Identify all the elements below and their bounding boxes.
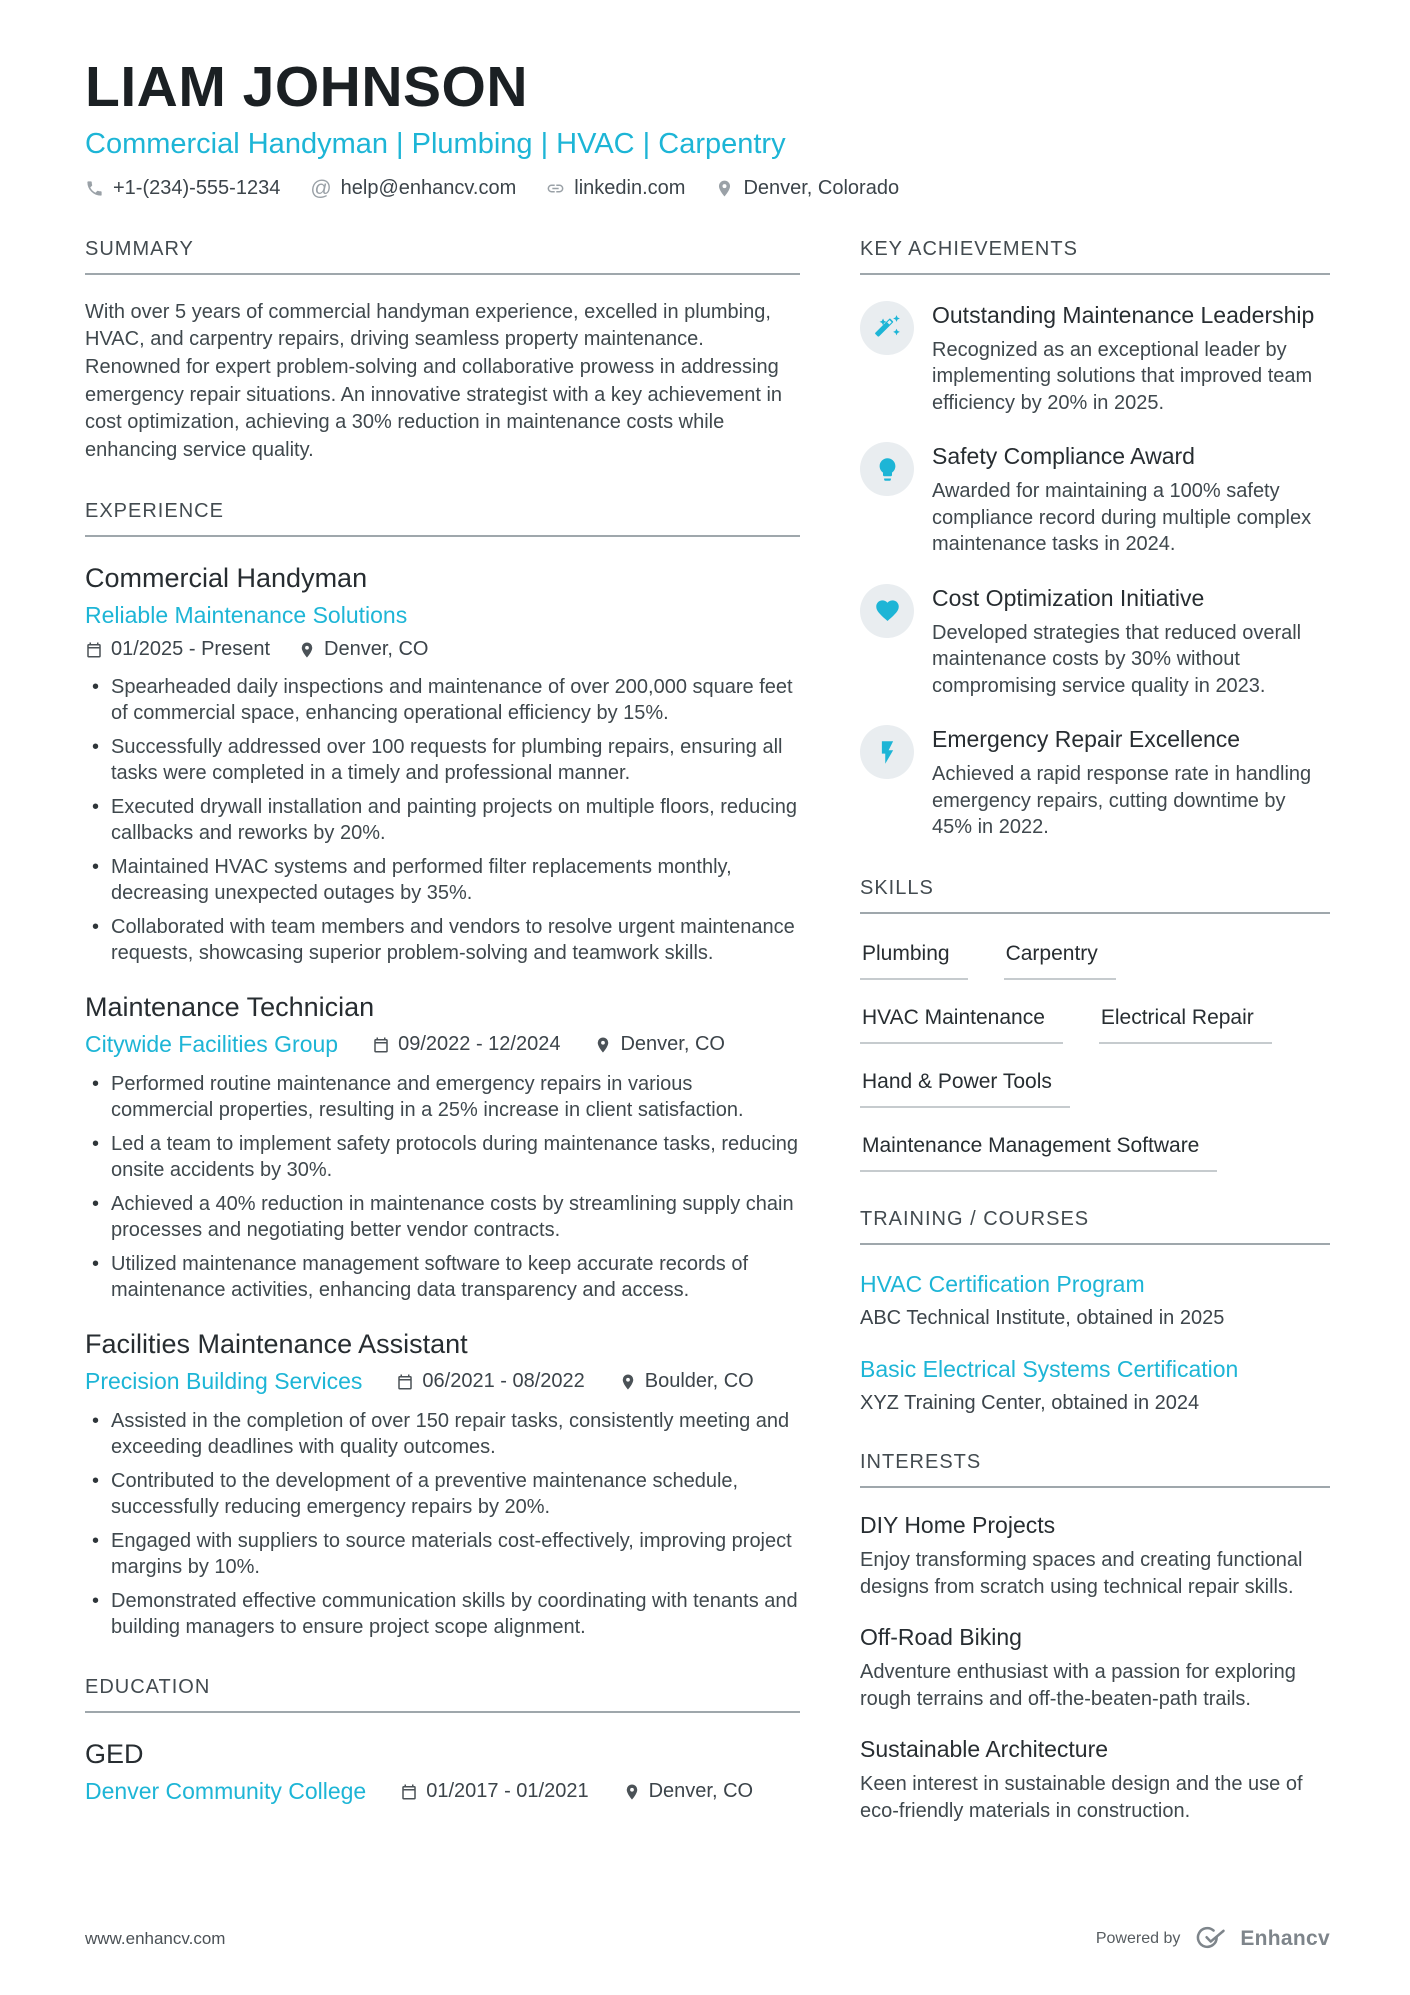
job-title: Commercial Handyman	[85, 563, 368, 594]
powered-by-label: Powered by	[1095, 1929, 1181, 1947]
location-pin-icon	[619, 1373, 637, 1391]
achievement-icon-wrap	[860, 442, 914, 496]
job-entry	[85, 1329, 800, 1640]
calendar-icon	[85, 641, 103, 659]
job-bullet: • Maintained HVAC systems and performed filter replacements monthly, decreasing unexpected outages by 35%.	[85, 854, 800, 906]
job-subrow	[85, 1368, 800, 1395]
job-subrow	[85, 1031, 800, 1058]
contact-phone[interactable]	[85, 177, 280, 200]
achievement-text: Achieved a rapid response rate in handling emergency repairs, cutting downtime by 45% in 2022.	[932, 763, 1312, 839]
job-dates	[372, 1033, 560, 1056]
location-pin-icon	[623, 1783, 641, 1801]
contact-email-value: help@enhancv.com	[340, 176, 517, 199]
job-bullets	[85, 1071, 800, 1303]
job-title: Maintenance Technician	[85, 992, 375, 1023]
course-item	[860, 1356, 1330, 1415]
summary-text: With over 5 years of commercial handyman experience, excelled in plumbing, HVAC, and carpentry repairs, driving seamless property maintenance. Renowned for expert problem-solving and collaborative prowess in addressing emergency repair situations. An innovative strategist with a key achievement in cost optimization, achieving a 30% reduction in maintenance costs while enhancing service quality.	[85, 300, 783, 461]
right-column	[860, 238, 1330, 1861]
link-icon	[546, 179, 565, 198]
achievement-icon-wrap	[860, 584, 914, 638]
interests-heading: INTERESTS	[860, 1451, 1330, 1488]
interest-title: Off-Road Biking	[860, 1624, 1022, 1651]
lightbulb-icon	[874, 456, 901, 483]
resume-header	[85, 55, 1330, 200]
achievement-text: Recognized as an exceptional leader by implementing solutions that improved team efficiency by 20% in 2025.	[932, 338, 1313, 414]
job-bullet: • Utilized maintenance management software to keep accurate records of maintenance activities, enhancing data transparency and access.	[85, 1251, 800, 1303]
achievement-item	[860, 584, 1330, 700]
achievement-icon-wrap	[860, 725, 914, 779]
job-location-value: Boulder, CO	[644, 1370, 754, 1393]
interest-title: DIY Home Projects	[860, 1511, 1056, 1538]
phone-icon	[85, 179, 104, 198]
job-meta-row	[85, 638, 800, 661]
candidate-headline: Commercial Handyman | Plumbing | HVAC | Carpentry	[85, 127, 786, 160]
location-pin-icon	[298, 641, 316, 659]
powered-by	[1096, 1926, 1330, 1951]
contact-row	[85, 177, 1330, 200]
job-location	[619, 1370, 754, 1393]
job-bullet: • Contributed to the development of a preventive maintenance schedule, successfully reducing emergency repairs by 20%.	[85, 1468, 800, 1520]
skill-item: Plumbing	[860, 942, 968, 980]
contact-link[interactable]	[546, 177, 685, 200]
experience-section	[85, 500, 800, 1640]
education-subrow	[85, 1778, 800, 1805]
training-heading: TRAINING / COURSES	[860, 1208, 1330, 1245]
skill-item: Hand & Power Tools	[860, 1070, 1070, 1108]
interest-text: Keen interest in sustainable design and the use of eco-friendly materials in construction.	[860, 1773, 1303, 1822]
job-bullet: • Assisted in the completion of over 150 repair tasks, consistently meeting and exceeding deadlines with quality outcomes.	[85, 1408, 800, 1460]
job-bullet: • Executed drywall installation and painting projects on multiple floors, reducing callbacks and reworks by 20%.	[85, 794, 800, 846]
summary-heading: SUMMARY	[85, 238, 800, 275]
achievement-title: Safety Compliance Award	[932, 443, 1195, 470]
job-bullets	[85, 674, 800, 966]
education-location	[623, 1780, 753, 1803]
job-bullet: • Spearheaded daily inspections and maintenance of over 200,000 square feet of commercial space, enhancing operational efficiency by 15%.	[85, 674, 800, 726]
resume-columns	[85, 238, 1330, 1861]
job-bullet: • Demonstrated effective communication skills by coordinating with tenants and building managers to ensure project scope alignment.	[85, 1588, 800, 1640]
course-item	[860, 1271, 1330, 1330]
achievement-title: Emergency Repair Excellence	[932, 726, 1241, 753]
wand-icon	[874, 314, 901, 341]
job-dates-value: 01/2025 - Present	[111, 638, 270, 661]
job-bullet: • Collaborated with team members and vendors to resolve urgent maintenance requests, showcasing superior problem-solving and teamwork skills.	[85, 914, 800, 966]
page-footer	[85, 1896, 1330, 1951]
achievement-body	[932, 301, 1330, 417]
job-company: Citywide Facilities Group	[85, 1031, 339, 1058]
achievement-item	[860, 442, 1330, 558]
footer-website-link[interactable]: www.enhancv.com	[85, 1928, 226, 1948]
achievement-body	[932, 442, 1330, 558]
interest-item	[860, 1624, 1330, 1712]
location-pin-icon	[594, 1036, 612, 1054]
job-bullet: • Performed routine maintenance and emergency repairs in various commercial properties, resulting in a 25% increase in client satisfaction.	[85, 1071, 800, 1123]
job-bullet: • Engaged with suppliers to source materials cost-effectively, improving project margins by 10%.	[85, 1528, 800, 1580]
contact-location	[715, 177, 899, 200]
achievements-section	[860, 238, 1330, 841]
skills-list	[860, 942, 1330, 1172]
achievement-body	[932, 725, 1330, 841]
interest-text: Enjoy transforming spaces and creating functional designs from scratch using technical repair skills.	[860, 1548, 1303, 1598]
contact-phone-value: +1-(234)-555-1234	[113, 176, 281, 199]
job-bullets	[85, 1408, 800, 1640]
job-title: Facilities Maintenance Assistant	[85, 1329, 468, 1360]
experience-heading: EXPERIENCE	[85, 500, 800, 537]
skills-section	[860, 877, 1330, 1172]
job-dates-value: 06/2021 - 08/2022	[422, 1370, 585, 1393]
course-title: Basic Electrical Systems Certification	[860, 1355, 1239, 1382]
skill-item: Electrical Repair	[1099, 1006, 1272, 1044]
location-pin-icon	[715, 179, 734, 198]
job-location-value: Denver, CO	[620, 1033, 725, 1056]
interest-title: Sustainable Architecture	[860, 1736, 1109, 1763]
skills-heading: SKILLS	[860, 877, 1330, 914]
calendar-icon	[396, 1373, 414, 1391]
bolt-icon	[874, 739, 901, 766]
achievement-title: Cost Optimization Initiative	[932, 584, 1205, 611]
heart-icon	[874, 597, 901, 624]
summary-section	[85, 238, 800, 465]
job-bullet: • Successfully addressed over 100 requests for plumbing repairs, ensuring all tasks were completed in a timely and professional manner.	[85, 734, 800, 786]
achievement-icon-wrap	[860, 301, 914, 355]
achievement-title: Outstanding Maintenance Leadership	[932, 301, 1315, 328]
contact-location-value: Denver, Colorado	[743, 176, 900, 199]
job-dates-value: 09/2022 - 12/2024	[398, 1033, 561, 1056]
job-location-value: Denver, CO	[324, 638, 429, 661]
education-dates	[400, 1780, 588, 1803]
job-bullet: • Led a team to implement safety protocols during maintenance tasks, reducing onsite accidents by 30%.	[85, 1131, 800, 1183]
skill-item: Carpentry	[1004, 942, 1116, 980]
interests-section	[860, 1451, 1330, 1825]
calendar-icon	[400, 1783, 418, 1801]
contact-email[interactable]	[310, 177, 516, 200]
course-title: HVAC Certification Program	[860, 1270, 1145, 1297]
job-company: Reliable Maintenance Solutions	[85, 602, 408, 629]
education-heading: EDUCATION	[85, 1676, 800, 1713]
education-section	[85, 1676, 800, 1805]
training-section	[860, 1208, 1330, 1415]
achievement-text: Awarded for maintaining a 100% safety compliance record during multiple complex maintenance tasks in 2024.	[932, 480, 1312, 556]
achievement-text: Developed strategies that reduced overall maintenance costs by 30% without compromising service quality in 2023.	[932, 621, 1302, 697]
job-entry	[85, 563, 800, 966]
candidate-name: LIAM JOHNSON	[85, 55, 529, 119]
achievement-body	[932, 584, 1330, 700]
achievement-item	[860, 301, 1330, 417]
email-at-icon: @	[310, 176, 332, 200]
course-subtitle: ABC Technical Institute, obtained in 2025	[860, 1306, 1225, 1329]
job-bullet: • Achieved a 40% reduction in maintenance costs by streamlining supply chain processes and negotiating better vendor contracts.	[85, 1191, 800, 1243]
interest-item	[860, 1512, 1330, 1600]
skill-item: HVAC Maintenance	[860, 1006, 1063, 1044]
job-location	[594, 1033, 724, 1056]
enhancv-logo-icon[interactable]	[1192, 1926, 1228, 1951]
interest-text: Adventure enthusiast with a passion for exploring rough terrains and off-the-beaten-path trails.	[860, 1661, 1296, 1710]
education-dates-value: 01/2017 - 01/2021	[426, 1780, 589, 1803]
calendar-icon	[372, 1036, 390, 1054]
job-location	[298, 638, 428, 661]
education-location-value: Denver, CO	[648, 1780, 754, 1803]
job-dates	[396, 1370, 584, 1393]
education-school: Denver Community College	[85, 1778, 367, 1805]
achievement-item	[860, 725, 1330, 841]
job-dates	[85, 638, 270, 661]
education-degree: GED	[85, 1739, 144, 1770]
contact-link-value: linkedin.com	[574, 176, 686, 199]
left-column	[85, 238, 800, 1842]
skill-item: Maintenance Management Software	[860, 1134, 1217, 1172]
interest-item	[860, 1736, 1330, 1824]
enhancv-brand-name[interactable]: Enhancv	[1240, 1926, 1330, 1950]
job-company: Precision Building Services	[85, 1368, 363, 1395]
course-subtitle: XYZ Training Center, obtained in 2024	[860, 1391, 1200, 1414]
job-entry	[85, 992, 800, 1303]
achievements-heading: KEY ACHIEVEMENTS	[860, 238, 1330, 275]
